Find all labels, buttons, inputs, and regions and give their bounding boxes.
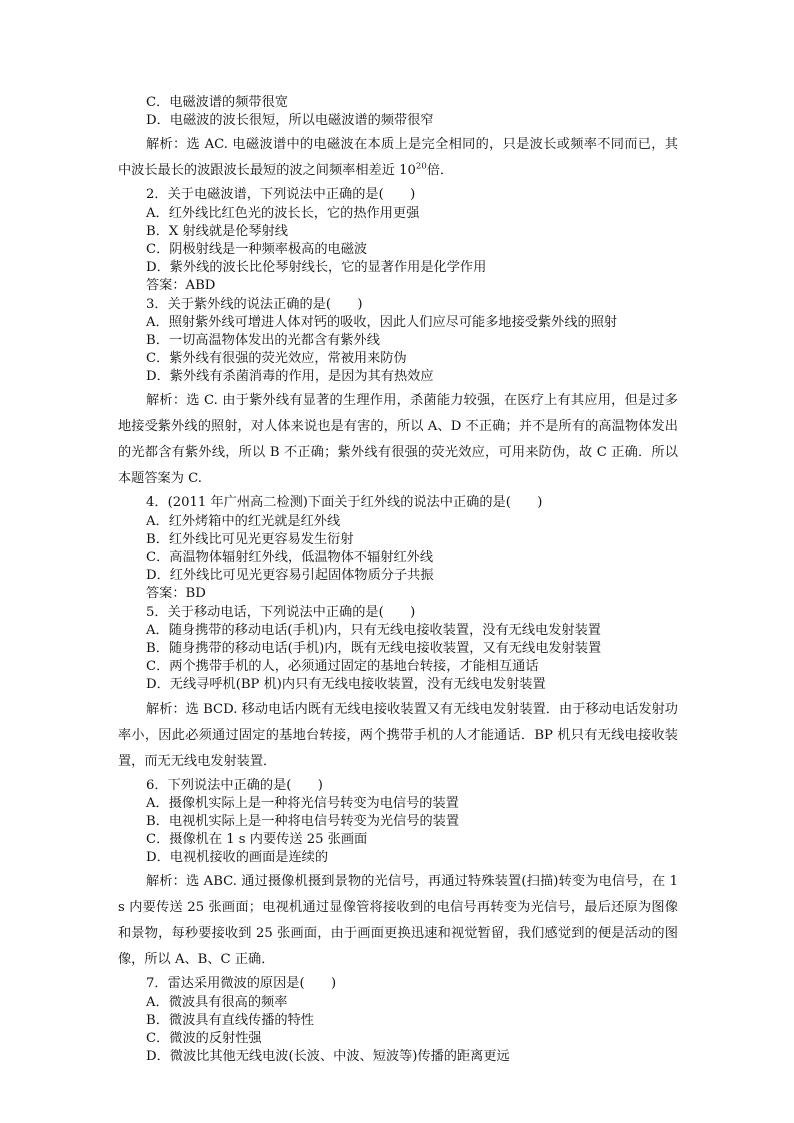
- answer-option: D．紫外线有杀菌消毒的作用，是因为其有热效应: [146, 369, 434, 385]
- analysis-text: 解析：选 AC. 电磁波谱中的电磁波在本质上是完全相同的，只是波长或频率不同而已，其中波长最长的波跟波长最短的波之间频率相差近 10: [118, 137, 678, 179]
- answer-option: C．高温物体辐射红外线，低温物体不辐射红外线: [146, 550, 434, 565]
- answer-option: A．照射紫外线可增进人体对钙的吸收，因此人们应尽可能多地接受紫外线的照射: [146, 314, 618, 330]
- answer-option: B．一切高温物体发出的光都含有紫外线: [146, 332, 380, 348]
- analysis-paragraph: [118, 132, 678, 184]
- answer-option: A．微波具有很高的频率: [146, 994, 288, 1010]
- analysis-text: 解析：选 ABC. 通过摄像机摄到景物的光信号，再通过特殊装置(扫描)转变为电信号，在 1 s 内要传送 25 张画面；电视机通过显像管将接收到的电信号再转变为光信号，最后还原为图像和景物，每秒要接收到 25 张画面，由于画面更换迅速和视觉暂留，我们感觉到的便是活动的图像，所以 A、B、C 正确．: [118, 874, 678, 968]
- analysis-text: 解析：选 BCD. 移动电话内既有无线电接收装置又有无线电发射装置．由于移动电话发射功率小，因此必须通过固定的基地台转接，两个携带手机的人才能通话．BP 机只有无线电接收装置，而无无线电发射装置．: [118, 701, 678, 769]
- answer-option: C．两个携带手机的人，必须通过固定的基地台转接，才能相互通话: [146, 659, 539, 675]
- answer-option: C．微波的反射性强: [146, 1031, 262, 1046]
- question-stem: 3．关于紫外线的说法正确的是( ): [146, 296, 363, 312]
- answer-option: A．摄像机实际上是一种将光信号转变为电信号的装置: [146, 795, 459, 811]
- answer-option: B．红外线比可见光更容易发生衍射: [146, 531, 354, 547]
- question-stem: 5．关于移动电话，下列说法中正确的是( ): [146, 604, 416, 620]
- answer-option: C．紫外线有很强的荧光效应，常被用来防伪: [146, 351, 407, 367]
- question-stem: 7．雷达采用微波的原因是( ): [146, 976, 337, 992]
- answer-option: A．随身携带的移动电话(手机)内，只有无线电接收装置，没有无线电发射装置: [146, 622, 601, 638]
- answer-option: C．摄像机在 1 s 内要传送 25 张画面: [146, 832, 368, 848]
- answer-option: B．X 射线就是伦琴射线: [146, 223, 288, 239]
- analysis-paragraph: [118, 388, 678, 492]
- superscript-exponent: 20: [415, 161, 427, 172]
- answer-option: B．电视机实际上是一种将电信号转变为光信号的装置: [146, 813, 460, 829]
- answer-option: D．电视机接收的画面是连续的: [146, 850, 329, 866]
- answer-option: D．微波比其他无线电波(长波、中波、短波等)传播的距离更远: [146, 1049, 510, 1065]
- answer-option: D．无线寻呼机(BP 机)内只有无线电接收装置，没有无线电发射装置: [146, 677, 546, 693]
- answer-option: A．红外烤箱中的红光就是红外线: [146, 513, 341, 529]
- analysis-paragraph: [118, 869, 678, 973]
- answer-option: B．随身携带的移动电话(手机)内，既有无线电接收装置，又有无线电发射装置: [146, 640, 602, 656]
- question-stem: 2．关于电磁波谱，下列说法中正确的是( ): [146, 187, 416, 203]
- question-stem: 4．(2011 年广州高二检测)下面关于红外线的说法中正确的是( ): [146, 495, 543, 511]
- analysis-text: 解析：选 C. 由于紫外线有显著的生理作用，杀菌能力较强，在医疗上有其应用，但是过多地接受紫外线的照射，对人体来说也是有害的，所以 A、D 不正确；并不是所有的高温物体发出的光都含有紫外线，所以 B 不正确；紫外线有很强的荧光效应，可用来防伪，故 C 正确．所以本题答案为 C.: [118, 393, 678, 487]
- answer-option: C．电磁波谱的频带很宽: [146, 95, 288, 110]
- answer-line: 答案：ABD: [146, 278, 216, 294]
- analysis-text-tail: 倍．: [426, 163, 454, 179]
- answer-line: 答案：BD: [146, 586, 206, 602]
- document-body: [118, 94, 678, 1066]
- answer-option: A．红外线比红色光的波长长，它的热作用更强: [146, 205, 420, 221]
- answer-option: C．阴极射线是一种频率极高的电磁波: [146, 241, 368, 257]
- answer-option: D．红外线比可见光更容易引起固体物质分子共振: [146, 568, 434, 584]
- question-stem: 6．下列说法中正确的是( ): [146, 777, 323, 793]
- answer-option: D．电磁波的波长很短，所以电磁波谱的频带很窄: [146, 113, 434, 129]
- answer-option: D．紫外线的波长比伦琴射线长，它的显著作用是化学作用: [146, 260, 487, 276]
- answer-option: B．微波具有直线传播的特性: [146, 1012, 314, 1028]
- analysis-paragraph: [118, 697, 678, 775]
